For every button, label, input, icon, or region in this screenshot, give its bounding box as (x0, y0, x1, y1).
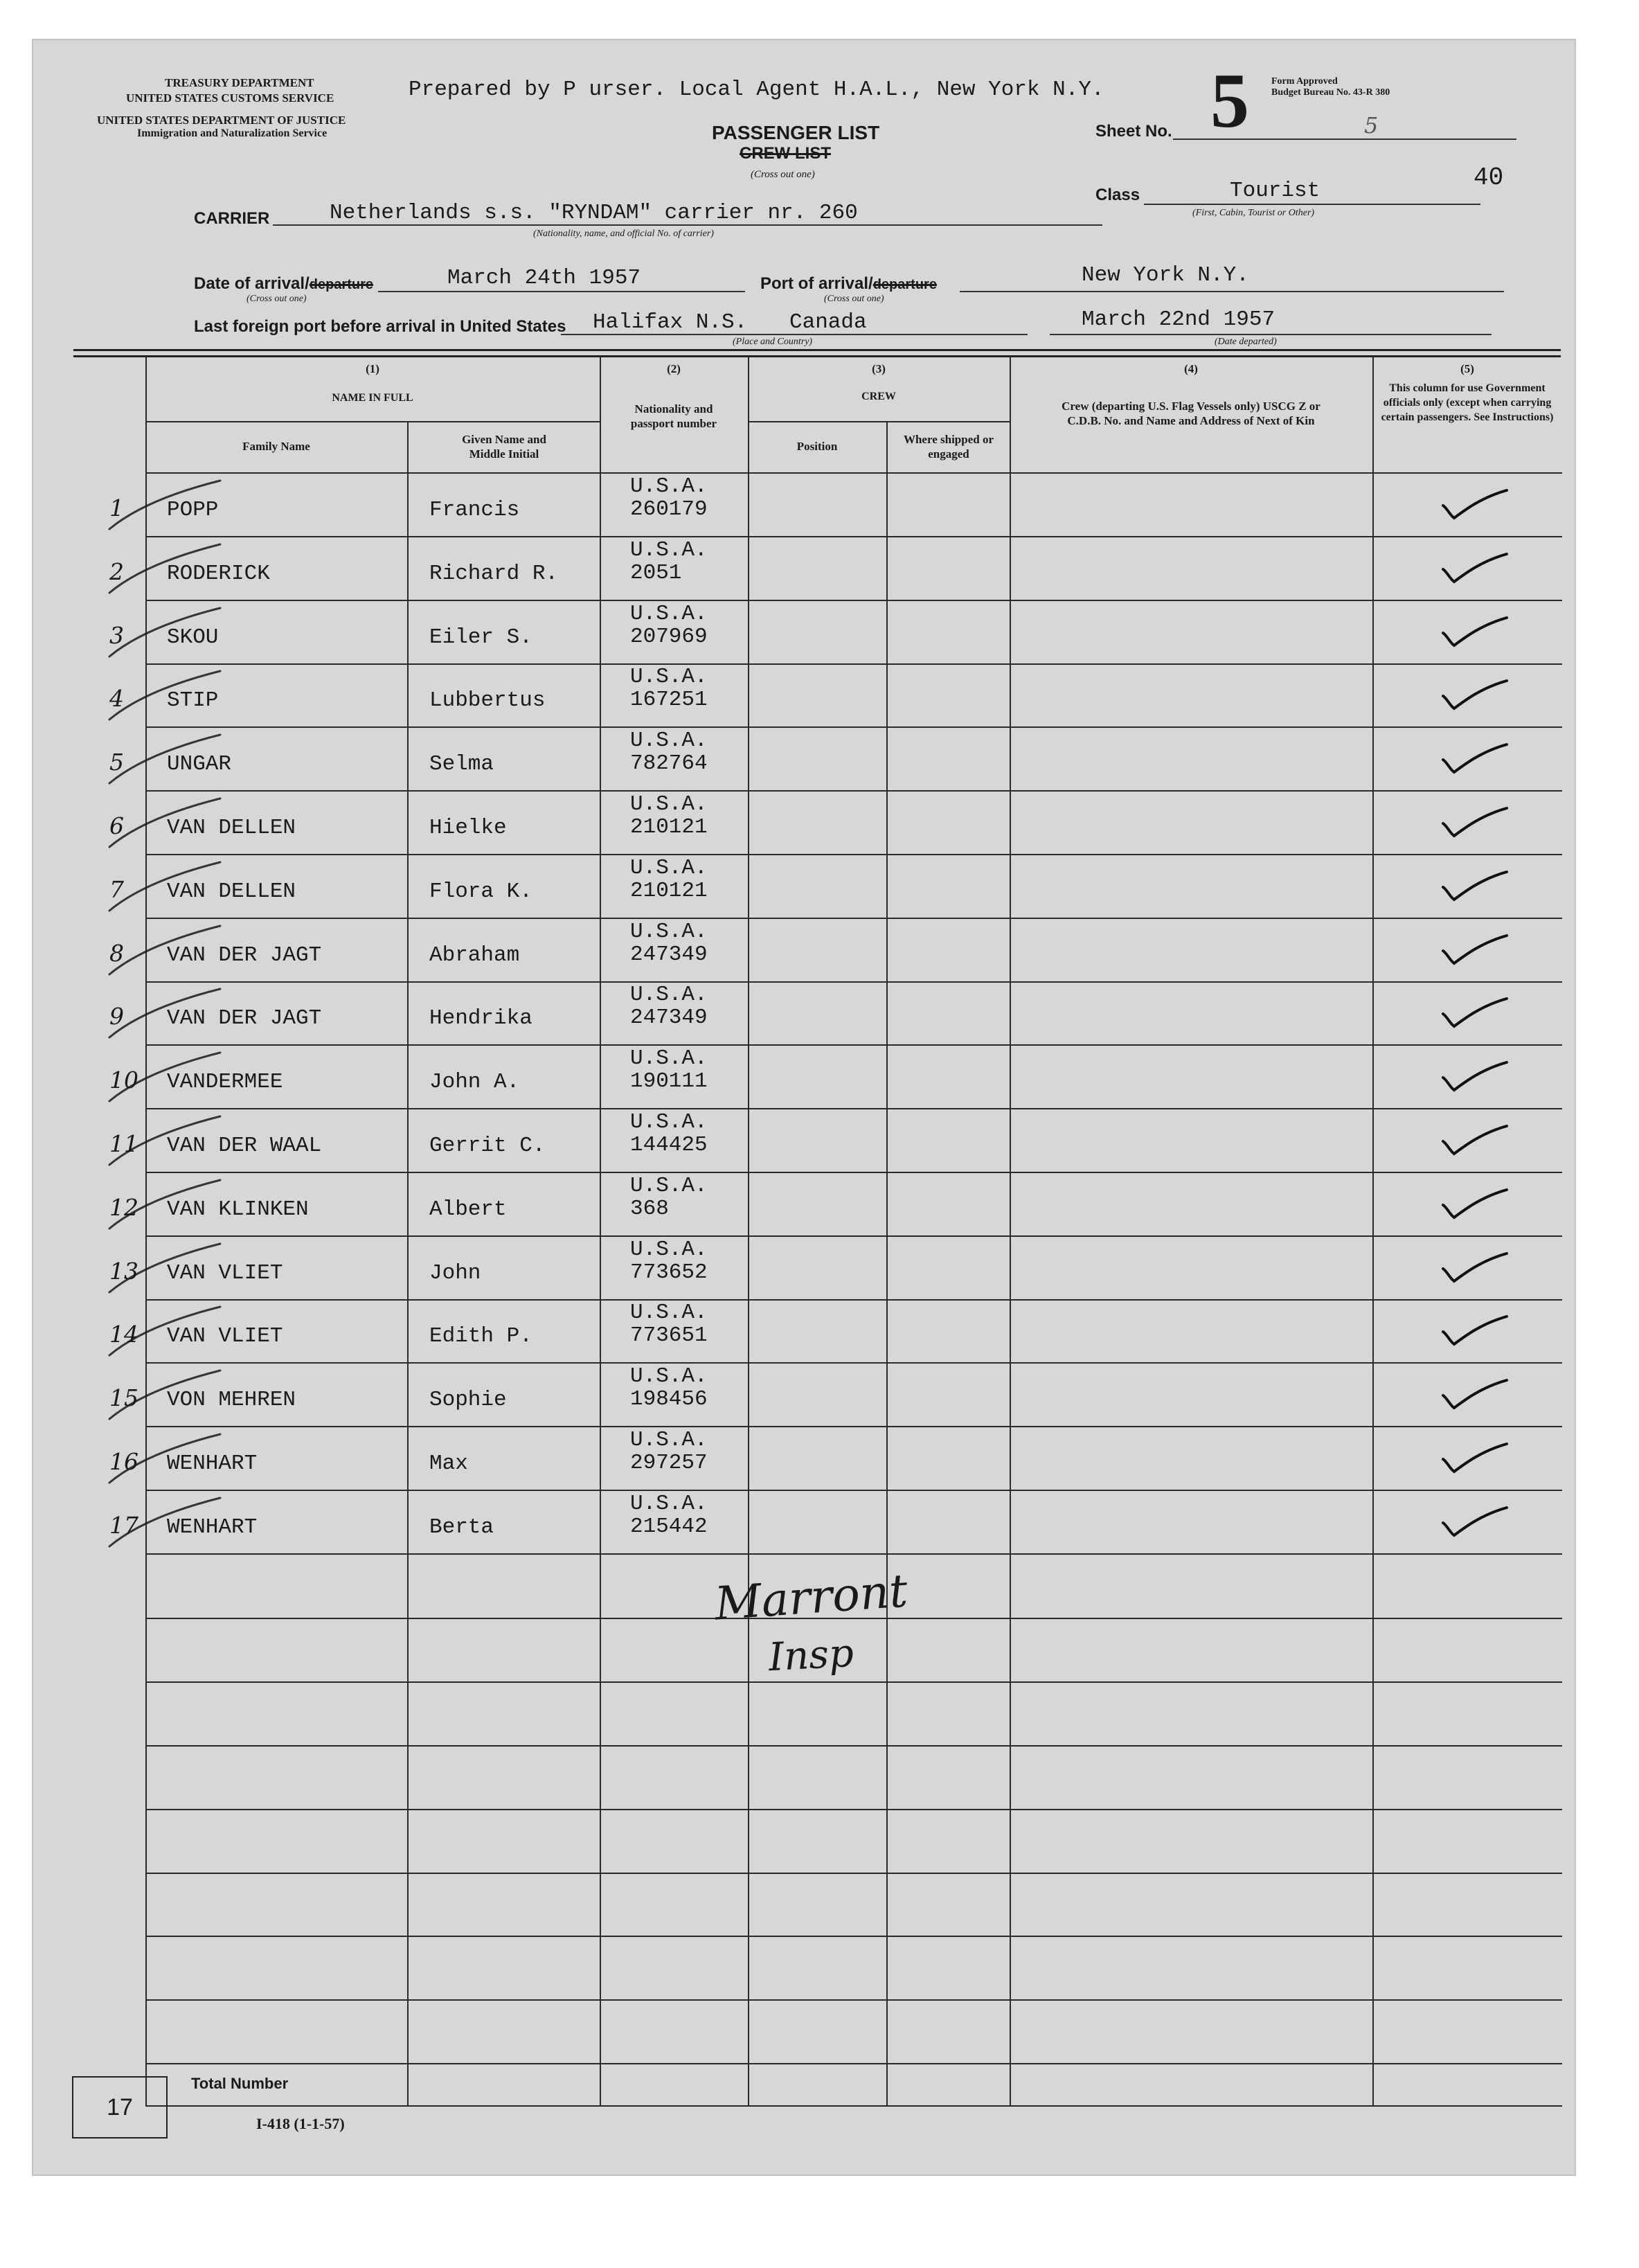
form-code: I-418 (1-1-57) (256, 2115, 345, 2132)
inspector-title: Insp (767, 1630, 855, 1681)
passport-number: 198456 (630, 1387, 708, 1412)
table-row (33, 1109, 1575, 1173)
table-row (33, 474, 1575, 537)
given-name: Hendrika (429, 1006, 532, 1031)
pencil-tick-mark (102, 544, 241, 600)
title-cross-out-note: (Cross out one) (751, 169, 815, 180)
nationality: U.S.A. (630, 1110, 708, 1134)
row-number: 9 (109, 1003, 124, 1030)
row-number: 11 (109, 1130, 138, 1157)
pencil-tick-mark (102, 862, 241, 918)
col4-number: (4) (1184, 362, 1198, 375)
class-value: Tourist (1230, 179, 1320, 203)
given-name: Francis (429, 498, 520, 522)
given-name: Sophie (429, 1388, 507, 1413)
empty-row-rule (145, 1681, 1562, 1683)
passport-number: 773651 (630, 1323, 708, 1348)
passport-number: 2051 (630, 560, 682, 585)
check-mark-icon (1438, 864, 1514, 916)
table-bottom-rule (145, 2105, 1562, 2107)
given-name: Eiler S. (429, 625, 532, 650)
nationality-passport (630, 475, 708, 521)
passport-number: 773652 (630, 1260, 708, 1285)
date-departed-line (1050, 334, 1492, 335)
passport-number: 297257 (630, 1451, 708, 1475)
passport-number: 215442 (630, 1514, 708, 1539)
col5-number: (5) (1460, 362, 1474, 375)
pencil-tick-mark (102, 735, 241, 790)
row-number: 8 (109, 939, 124, 967)
arrival-label-struck: departure (309, 277, 373, 292)
corner-number: 40 (1474, 163, 1504, 192)
check-mark-icon (1438, 1054, 1514, 1106)
row-number: 7 (109, 875, 124, 903)
check-mark-icon (1438, 927, 1514, 979)
nationality: U.S.A. (630, 983, 708, 1008)
pencil-tick-mark (102, 1434, 241, 1490)
passport-number: 167251 (630, 688, 708, 713)
header-subrule-name (145, 421, 600, 422)
pencil-tick-mark (102, 798, 241, 854)
class-hint: (First, Cabin, Tourist or Other) (1192, 208, 1315, 218)
port-value: New York N.Y. (1082, 263, 1249, 287)
row-number: 3 (109, 621, 124, 649)
col5-title: This column for use Government officials only (except when carrying certain passengers. See Instructions) (1381, 382, 1554, 423)
table-top-rule (73, 349, 1561, 351)
given-name: John A. (429, 1070, 520, 1095)
sheet-big-number: 5 (1210, 58, 1249, 144)
arrival-cross-out-note: (Cross out one) (247, 294, 307, 304)
check-mark-icon (1438, 1499, 1514, 1551)
table-row (33, 1173, 1575, 1237)
empty-row-rule (145, 2063, 1562, 2064)
pencil-tick-mark (102, 1053, 241, 1108)
table-row (33, 537, 1575, 601)
port-label-struck: departure (872, 277, 937, 292)
row-number: 13 (109, 1257, 138, 1285)
given-name: Gerrit C. (429, 1134, 546, 1158)
family-name: STIP (167, 688, 219, 713)
last-port-value: Halifax N.S. (593, 310, 748, 334)
nationality: U.S.A. (630, 855, 708, 880)
pencil-tick-mark (102, 481, 241, 536)
nationality-passport (630, 729, 708, 775)
given-name: Berta (429, 1515, 494, 1539)
port-label-text: Port of arrival/ (760, 274, 873, 293)
date-departed-value: March 22nd 1957 (1082, 307, 1275, 332)
pencil-tick-mark (102, 1498, 241, 1553)
nationality: U.S.A. (630, 792, 708, 816)
given-name: Edith P. (429, 1324, 532, 1349)
check-mark-icon (1438, 546, 1514, 598)
nationality: U.S.A. (630, 474, 708, 499)
passport-number: 247349 (630, 942, 708, 967)
empty-row-rule (145, 1809, 1562, 1810)
row-rule (145, 1553, 1562, 1555)
passport-number: 207969 (630, 624, 708, 649)
port-label (760, 274, 937, 294)
agency-line-1: TREASURY DEPARTMENT (165, 76, 314, 89)
table-row (33, 1364, 1575, 1427)
col3-where-header: Where shipped or engaged (903, 433, 994, 461)
arrival-label-text: Date of arrival/ (194, 274, 310, 293)
check-mark-icon (1438, 736, 1514, 788)
check-mark-icon (1438, 672, 1514, 724)
nationality-passport (630, 1238, 708, 1284)
nationality: U.S.A. (630, 1491, 708, 1516)
carrier-hint: (Nationality, name, and official No. of carrier) (533, 229, 714, 239)
col1-family-header: Family Name (242, 440, 310, 453)
check-mark-icon (1438, 1436, 1514, 1488)
nationality-passport (630, 983, 708, 1029)
passport-number: 368 (630, 1196, 669, 1221)
place-hint: (Place and Country) (733, 337, 813, 347)
family-name: VAN DER JAGT (167, 943, 322, 967)
table-row (33, 1237, 1575, 1301)
family-name: WENHART (167, 1452, 258, 1476)
pencil-tick-mark (102, 671, 241, 726)
table-row (33, 982, 1575, 1046)
pencil-tick-mark (102, 989, 241, 1044)
list-alt-struck: CREW LIST (740, 144, 831, 163)
check-mark-icon (1438, 609, 1514, 661)
check-mark-icon (1438, 1181, 1514, 1233)
empty-row-rule (145, 1936, 1562, 1937)
prepared-by-line: Prepared by P urser. Local Agent H.A.L., New York N.Y. (409, 78, 1104, 102)
nationality-passport (630, 1047, 708, 1093)
check-mark-icon (1438, 482, 1514, 534)
passport-number: 782764 (630, 751, 708, 776)
agency-line-2: UNITED STATES CUSTOMS SERVICE (126, 91, 334, 105)
passport-number: 190111 (630, 1069, 708, 1094)
check-mark-icon (1438, 1308, 1514, 1360)
col2-number: (2) (667, 362, 681, 375)
arrival-label (194, 274, 373, 294)
family-name: VAN VLIET (167, 1260, 283, 1285)
given-name: John (429, 1260, 481, 1285)
family-name: VON MEHREN (167, 1388, 296, 1413)
carrier-label: CARRIER (194, 209, 270, 228)
table-row (33, 919, 1575, 983)
nationality-passport (630, 857, 708, 902)
nationality: U.S.A. (630, 601, 708, 626)
nationality: U.S.A. (630, 1173, 708, 1198)
port-line (960, 291, 1504, 292)
agency-line-4: Immigration and Naturalization Service (137, 127, 328, 139)
nationality-passport (630, 1175, 708, 1220)
family-name: SKOU (167, 625, 219, 650)
nationality: U.S.A. (630, 1046, 708, 1071)
family-name: POPP (167, 498, 219, 522)
nationality: U.S.A. (630, 919, 708, 944)
given-name: Selma (429, 752, 494, 777)
col3-position-header: Position (796, 440, 838, 453)
row-number: 16 (109, 1448, 138, 1475)
passport-number: 210121 (630, 815, 708, 839)
table-row (33, 728, 1575, 792)
port-cross-out-note: (Cross out one) (824, 294, 884, 304)
family-name: VAN DER JAGT (167, 1006, 322, 1031)
nationality-passport (630, 1429, 708, 1474)
family-name: VAN DER WAAL (167, 1134, 322, 1158)
nationality: U.S.A. (630, 1364, 708, 1389)
agency-line-3: UNITED STATES DEPARTMENT OF JUSTICE (97, 114, 346, 127)
family-name: VAN DELLEN (167, 879, 296, 904)
table-row (33, 664, 1575, 728)
given-name: Hielke (429, 816, 507, 840)
sheet-no-label: Sheet No. (1095, 122, 1172, 141)
last-port-line (561, 334, 1028, 335)
passport-number: 260179 (630, 497, 708, 521)
given-name: Lubbertus (429, 688, 546, 713)
list-title: PASSENGER LIST (712, 122, 880, 143)
table-row (33, 601, 1575, 665)
pencil-tick-mark (102, 1180, 241, 1235)
check-mark-icon (1438, 1245, 1514, 1297)
check-mark-icon (1438, 800, 1514, 852)
family-name: RODERICK (167, 561, 270, 586)
sheet-no-value: 5 (1364, 112, 1379, 139)
pencil-tick-mark (102, 1244, 241, 1299)
family-name: VANDERMEE (167, 1070, 283, 1095)
nationality: U.S.A. (630, 729, 708, 753)
family-name: VAN VLIET (167, 1324, 283, 1349)
given-name: Max (429, 1452, 468, 1476)
col2-title: Nationality and passport number (630, 402, 717, 430)
empty-row-rule (145, 1745, 1562, 1747)
nationality-passport (630, 1111, 708, 1157)
nationality-passport (630, 793, 708, 839)
check-mark-icon (1438, 1118, 1514, 1170)
row-number: 1 (109, 494, 124, 521)
nationality-passport (630, 666, 708, 711)
nationality-passport (630, 1492, 708, 1538)
row-number: 4 (109, 685, 124, 713)
pencil-tick-mark (102, 926, 241, 981)
pencil-tick-mark (102, 608, 241, 663)
col1-given-header: Given Name and Middle Initial (462, 433, 546, 461)
sheet-no-line (1173, 139, 1516, 140)
given-name: Richard R. (429, 561, 559, 586)
row-number: 14 (109, 1321, 138, 1348)
family-name: WENHART (167, 1515, 258, 1539)
check-mark-icon (1438, 990, 1514, 1042)
passport-number: 144425 (630, 1133, 708, 1157)
header-subrule-crew (748, 421, 1010, 422)
col3-number: (3) (872, 362, 886, 375)
row-number: 5 (109, 749, 124, 776)
family-name: UNGAR (167, 752, 232, 777)
table-row (33, 1300, 1575, 1364)
table-row (33, 855, 1575, 919)
arrival-line (378, 291, 745, 292)
document-sheet (33, 40, 1575, 2175)
col1-number: (1) (366, 362, 379, 375)
form-approved-1: Form Approved (1271, 76, 1338, 87)
total-number-label: Total Number (191, 2075, 289, 2092)
passport-number: 210121 (630, 878, 708, 903)
nationality: U.S.A. (630, 1237, 708, 1262)
pencil-tick-mark (102, 1307, 241, 1362)
inspector-signature: Marront (713, 1564, 910, 1631)
row-number: 12 (109, 1193, 138, 1221)
table-row (33, 792, 1575, 855)
form-approved-2: Budget Bureau No. 43-R 380 (1271, 87, 1390, 98)
last-port-country: Canada (789, 310, 867, 334)
nationality: U.S.A. (630, 1301, 708, 1325)
family-name: VAN DELLEN (167, 816, 296, 840)
given-name: Albert (429, 1197, 507, 1222)
total-number-box: 17 (72, 2076, 168, 2138)
nationality-passport (630, 1301, 708, 1347)
class-line (1144, 204, 1480, 205)
table-row (33, 1491, 1575, 1555)
family-name: VAN KLINKEN (167, 1197, 309, 1222)
passport-number: 247349 (630, 1006, 708, 1030)
check-mark-icon (1438, 1372, 1514, 1424)
nationality-passport (630, 602, 708, 648)
last-port-label: Last foreign port before arrival in United States (194, 317, 566, 336)
row-number: 6 (109, 812, 124, 839)
table-row (33, 1046, 1575, 1109)
row-number: 17 (109, 1511, 138, 1539)
pencil-tick-mark (102, 1116, 241, 1172)
carrier-value: Netherlands s.s. "RYNDAM" carrier nr. 260 (330, 201, 858, 225)
given-name: Abraham (429, 943, 520, 967)
empty-row-rule (145, 1873, 1562, 1874)
date-departed-hint: (Date departed) (1215, 337, 1277, 347)
nationality-passport (630, 920, 708, 966)
carrier-line (273, 224, 1102, 226)
nationality-passport (630, 1365, 708, 1411)
col4-title: Crew (departing U.S. Flag Vessels only) USCG Z or C.D.B. No. and Name and Address of Next of Kin (1062, 400, 1320, 427)
row-number: 2 (109, 557, 124, 585)
table-top-rule-2 (73, 355, 1561, 357)
pencil-tick-mark (102, 1370, 241, 1426)
nationality: U.S.A. (630, 537, 708, 562)
empty-row-rule (145, 1999, 1562, 2001)
class-label: Class (1095, 186, 1140, 204)
nationality-passport (630, 539, 708, 584)
row-number: 15 (109, 1384, 138, 1412)
col1-title: NAME IN FULL (332, 392, 413, 404)
table-row (33, 1427, 1575, 1491)
nationality: U.S.A. (630, 1428, 708, 1452)
given-name: Flora K. (429, 879, 532, 904)
arrival-value: March 24th 1957 (447, 266, 641, 290)
col3-title: CREW (861, 391, 896, 402)
nationality: U.S.A. (630, 665, 708, 690)
row-number: 10 (109, 1066, 138, 1094)
